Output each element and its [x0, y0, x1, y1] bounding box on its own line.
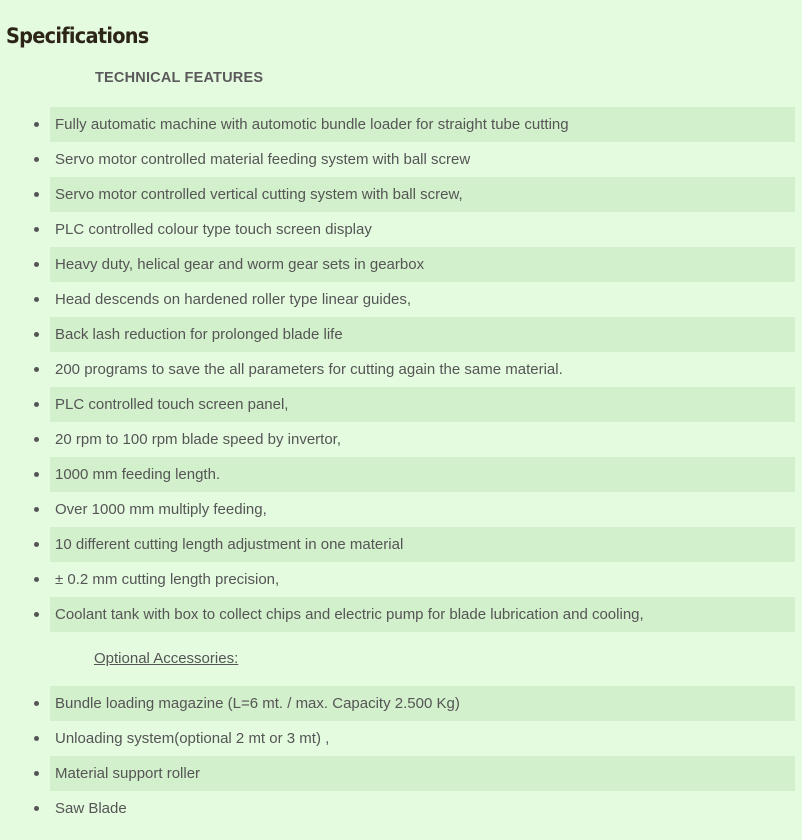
- accessory-item: Bundle loading magazine (L=6 mt. / max. Capacity 2.500 Kg): [50, 686, 795, 721]
- feature-item: Heavy duty, helical gear and worm gear sets in gearbox: [50, 247, 795, 282]
- feature-item: Head descends on hardened roller type linear guides,: [50, 282, 795, 317]
- feature-item: Over 1000 mm multiply feeding,: [50, 492, 795, 527]
- feature-item: PLC controlled touch screen panel,: [50, 387, 795, 422]
- optional-accessories-heading: Optional Accessories:: [94, 650, 239, 667]
- feature-item: Coolant tank with box to collect chips and electric pump for blade lubrication and cooling,: [50, 597, 795, 632]
- feature-item: Back lash reduction for prolonged blade life: [50, 317, 795, 352]
- feature-item: Servo motor controlled vertical cutting system with ball screw,: [50, 177, 795, 212]
- feature-item: Fully automatic machine with automotic bundle loader for straight tube cutting: [50, 107, 795, 142]
- feature-item: 10 different cutting length adjustment in one material: [50, 527, 795, 562]
- feature-item: 1000 mm feeding length.: [50, 457, 795, 492]
- accessory-item: Unloading system(optional 2 mt or 3 mt) ,: [50, 721, 795, 756]
- feature-item: 200 programs to save the all parameters for cutting again the same material.: [50, 352, 795, 387]
- feature-item: PLC controlled colour type touch screen display: [50, 212, 795, 247]
- accessory-item: Material support roller: [50, 756, 795, 791]
- page-title: Specifications: [6, 24, 149, 48]
- feature-item: Servo motor controlled material feeding system with ball screw: [50, 142, 795, 177]
- technical-features-heading: TECHNICAL FEATURES: [95, 70, 264, 86]
- accessory-item: Saw Blade: [50, 791, 795, 826]
- optional-accessories-list: [50, 686, 795, 826]
- feature-item: 20 rpm to 100 rpm blade speed by invertor,: [50, 422, 795, 457]
- feature-item: ± 0.2 mm cutting length precision,: [50, 562, 795, 597]
- technical-features-list: [50, 107, 795, 632]
